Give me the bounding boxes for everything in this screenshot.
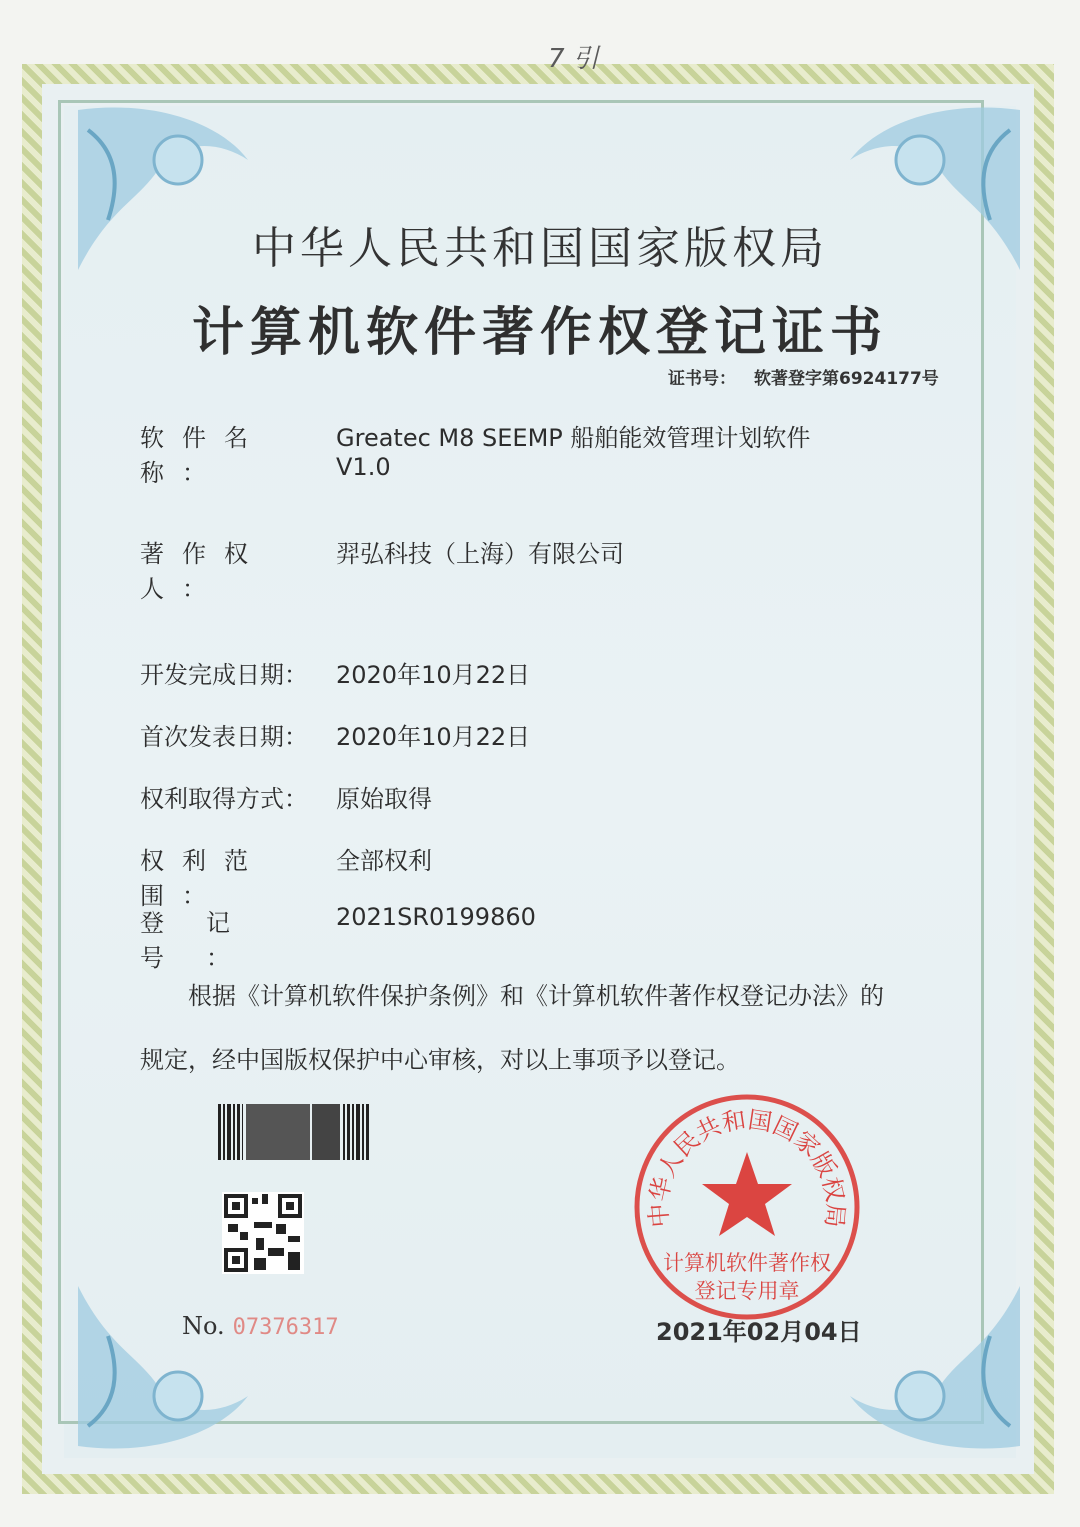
field-label: 权利取得方式： xyxy=(140,785,308,813)
statement-line-1: 根据《计算机软件保护条例》和《计算机软件著作权登记办法》的 xyxy=(188,982,884,1010)
field-scope xyxy=(140,841,432,911)
field-value: 全部权利 xyxy=(336,847,432,875)
certificate-number xyxy=(668,364,939,389)
corner-ornament-bottom-right xyxy=(840,1276,1030,1456)
handwritten-note: 7 引 xyxy=(548,44,599,74)
field-value: 羿弘科技（上海）有限公司 xyxy=(336,540,624,568)
serial-number xyxy=(182,1312,339,1340)
field-acquire xyxy=(140,779,432,814)
field-registration xyxy=(140,903,536,973)
field-pub-date xyxy=(140,717,530,752)
cert-no-value: 软著登字第6924177号 xyxy=(754,369,939,389)
issuer-heading: 中华人民共和国国家版权局 xyxy=(252,223,828,274)
field-value: 2021SR0199860 xyxy=(336,903,536,931)
field-label: 软件名称： xyxy=(140,424,266,487)
serial-value: 07376317 xyxy=(232,1315,339,1340)
barcode xyxy=(218,1104,370,1160)
field-label: 首次发表日期： xyxy=(140,723,308,751)
field-label: 权利范围： xyxy=(140,847,266,910)
field-value xyxy=(336,418,810,481)
field-value: 原始取得 xyxy=(336,785,432,813)
issue-date: 2021年02月04日 xyxy=(656,1318,862,1346)
field-dev-date xyxy=(140,655,530,690)
field-value: 2020年10月22日 xyxy=(336,723,531,751)
software-name-line2: V1.0 xyxy=(336,453,391,481)
software-name-line1: Greatec M8 SEEMP 船舶能效管理计划软件 xyxy=(336,424,811,452)
statement-line-2: 规定，经中国版权保护中心审核，对以上事项予以登记。 xyxy=(140,1046,740,1074)
field-label: 著作权人： xyxy=(140,540,266,603)
star-icon xyxy=(702,1152,792,1236)
field-value: 2020年10月22日 xyxy=(336,661,531,689)
cert-no-label: 证书号： xyxy=(668,369,736,389)
corner-ornament-bottom-left xyxy=(68,1276,258,1456)
seal-inner-line1: 计算机软件著作权 xyxy=(663,1251,831,1275)
seal-ring-text: 中华人民共和国国家版权局 xyxy=(644,1105,850,1229)
field-software-name xyxy=(140,418,810,488)
certificate-title: 计算机软件著作权登记证书 xyxy=(191,302,888,363)
field-label: 登记号： xyxy=(140,909,272,972)
field-label: 开发完成日期： xyxy=(140,661,308,689)
official-seal xyxy=(630,1090,864,1324)
serial-label: No. xyxy=(182,1312,225,1340)
qr-code xyxy=(222,1192,304,1274)
field-owner xyxy=(140,534,624,604)
seal-inner-line2: 登记专用章 xyxy=(694,1279,800,1303)
